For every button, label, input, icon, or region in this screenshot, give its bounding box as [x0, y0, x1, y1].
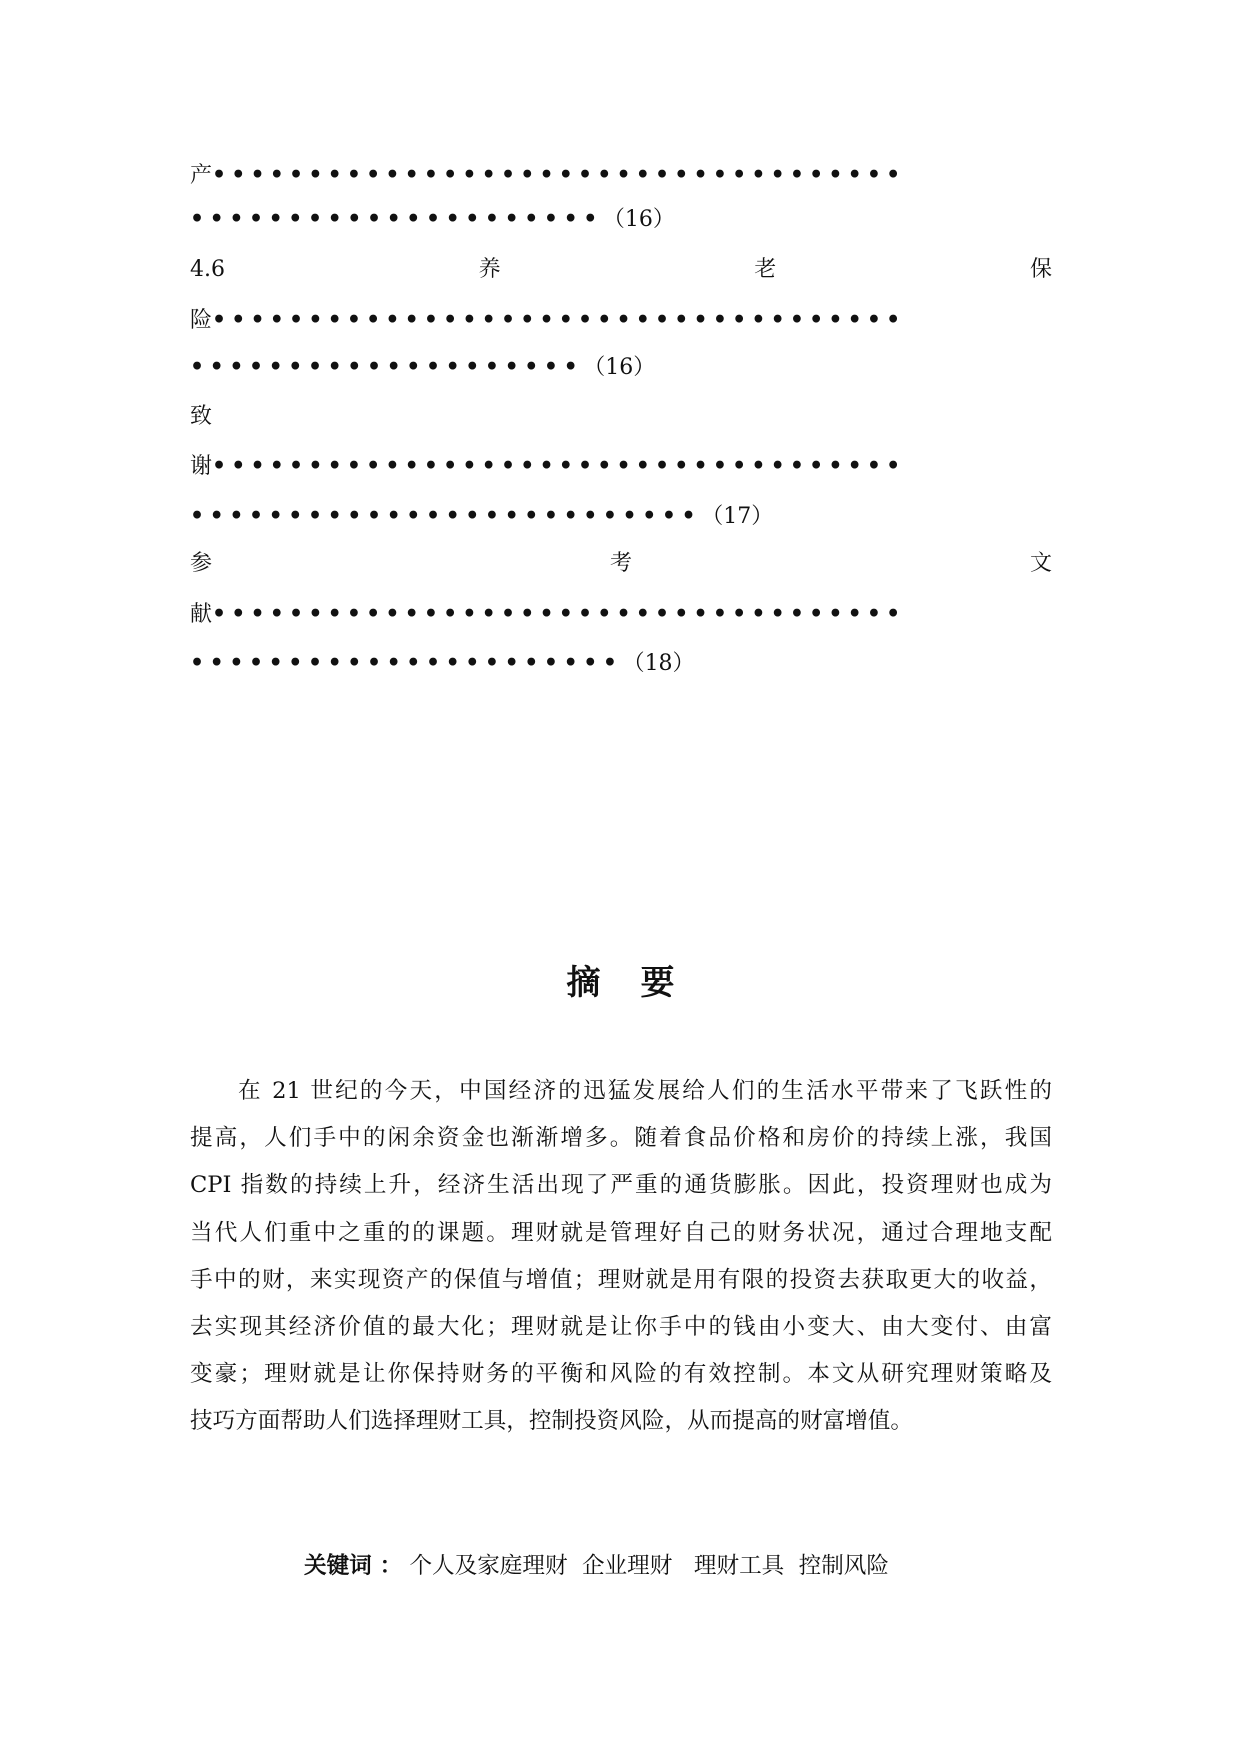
abstract-line: 提高，人们手中的闲余资金也渐渐增多。随着食品价格和房价的持续上涨，我国	[190, 1125, 1052, 1152]
toc-heading-char: 保	[1029, 257, 1052, 282]
toc-heading-char: 文	[1029, 551, 1052, 576]
toc-leader-dots: ••••••••••••••••••••••••••••••••••••	[212, 307, 906, 333]
toc-entry-line	[190, 199, 1052, 239]
toc-entry-lead: 谢	[190, 454, 213, 479]
toc-page-number: （16）	[583, 355, 656, 380]
toc-heading-char: 考	[609, 551, 632, 576]
abstract-line: 去实现其经济价值的最大化；理财就是让你手中的钱由小变大、由大变付、由富	[190, 1313, 1052, 1340]
abstract-line: 技巧方面帮助人们选择理财工具，控制投资风险，从而提高的财富增值。	[190, 1408, 913, 1435]
abstract-line: 手中的财，来实现资产的保值与增值；理财就是用有限的投资去获取更大的收益，	[190, 1266, 1052, 1293]
toc-heading-char: 致	[190, 404, 213, 429]
toc-page-number: （18）	[622, 651, 695, 676]
toc-entry-lead: 献	[190, 602, 213, 627]
abstract-body	[190, 1068, 1052, 1446]
toc-heading-char: 养	[478, 257, 501, 282]
toc-entry-heading	[190, 397, 1052, 437]
keywords-label: 关键词 ：	[304, 1553, 403, 1579]
toc-page-number: （16）	[602, 207, 675, 232]
abstract-title: 摘要	[566, 963, 715, 1003]
toc-entry-heading	[190, 544, 1052, 584]
toc-entry-lead: 险	[190, 308, 213, 333]
toc-entry-line	[190, 594, 1052, 634]
toc-entry-heading	[190, 250, 1052, 290]
toc-entry-line	[190, 643, 1052, 683]
toc-leader-dots: ••••••••••••••••••••	[190, 354, 584, 380]
toc-entry-line	[190, 155, 1052, 195]
abstract-line: 当代人们重中之重的的课题。理财就是管理好自己的财务状况，通过合理地支配	[190, 1219, 1052, 1246]
toc-entry-line	[190, 347, 1052, 387]
abstract-line: 变豪；理财就是让你保持财务的平衡和风险的有效控制。本文从研究理财策略及	[190, 1361, 1052, 1388]
toc-leader-dots: ••••••••••••••••••••••••••••••••••••	[212, 162, 906, 188]
toc-leader-dots: ••••••••••••••••••••••	[190, 650, 623, 676]
toc-leader-dots: ••••••••••••••••••••••••••••••••••••	[212, 453, 906, 479]
toc-leader-dots: •••••••••••••••••••••	[190, 206, 603, 232]
toc-heading-char: 老	[754, 257, 777, 282]
toc-entry-line	[190, 496, 1052, 536]
abstract-line: 在 21 世纪的今天，中国经济的迅猛发展给人们的生活水平带来了飞跃性的	[238, 1078, 1052, 1104]
toc-section-number: 4.6	[190, 257, 225, 282]
toc-leader-dots: ••••••••••••••••••••••••••	[190, 503, 702, 529]
toc-heading-char: 参	[190, 551, 213, 576]
toc-entry-line	[190, 446, 1052, 486]
toc-leader-dots: ••••••••••••••••••••••••••••••••••••	[212, 601, 906, 627]
toc-entry-lead: 产	[190, 163, 213, 188]
toc-entry-line	[190, 300, 1052, 340]
keywords-items: 个人及家庭理财 企业理财 理财工具 控制风险	[409, 1553, 889, 1579]
abstract-line: CPI 指数的持续上升，经济生活出现了严重的通货膨胀。因此，投资理财也成为	[190, 1172, 1052, 1199]
keywords	[304, 1548, 889, 1580]
toc-page-number: （17）	[701, 504, 774, 529]
